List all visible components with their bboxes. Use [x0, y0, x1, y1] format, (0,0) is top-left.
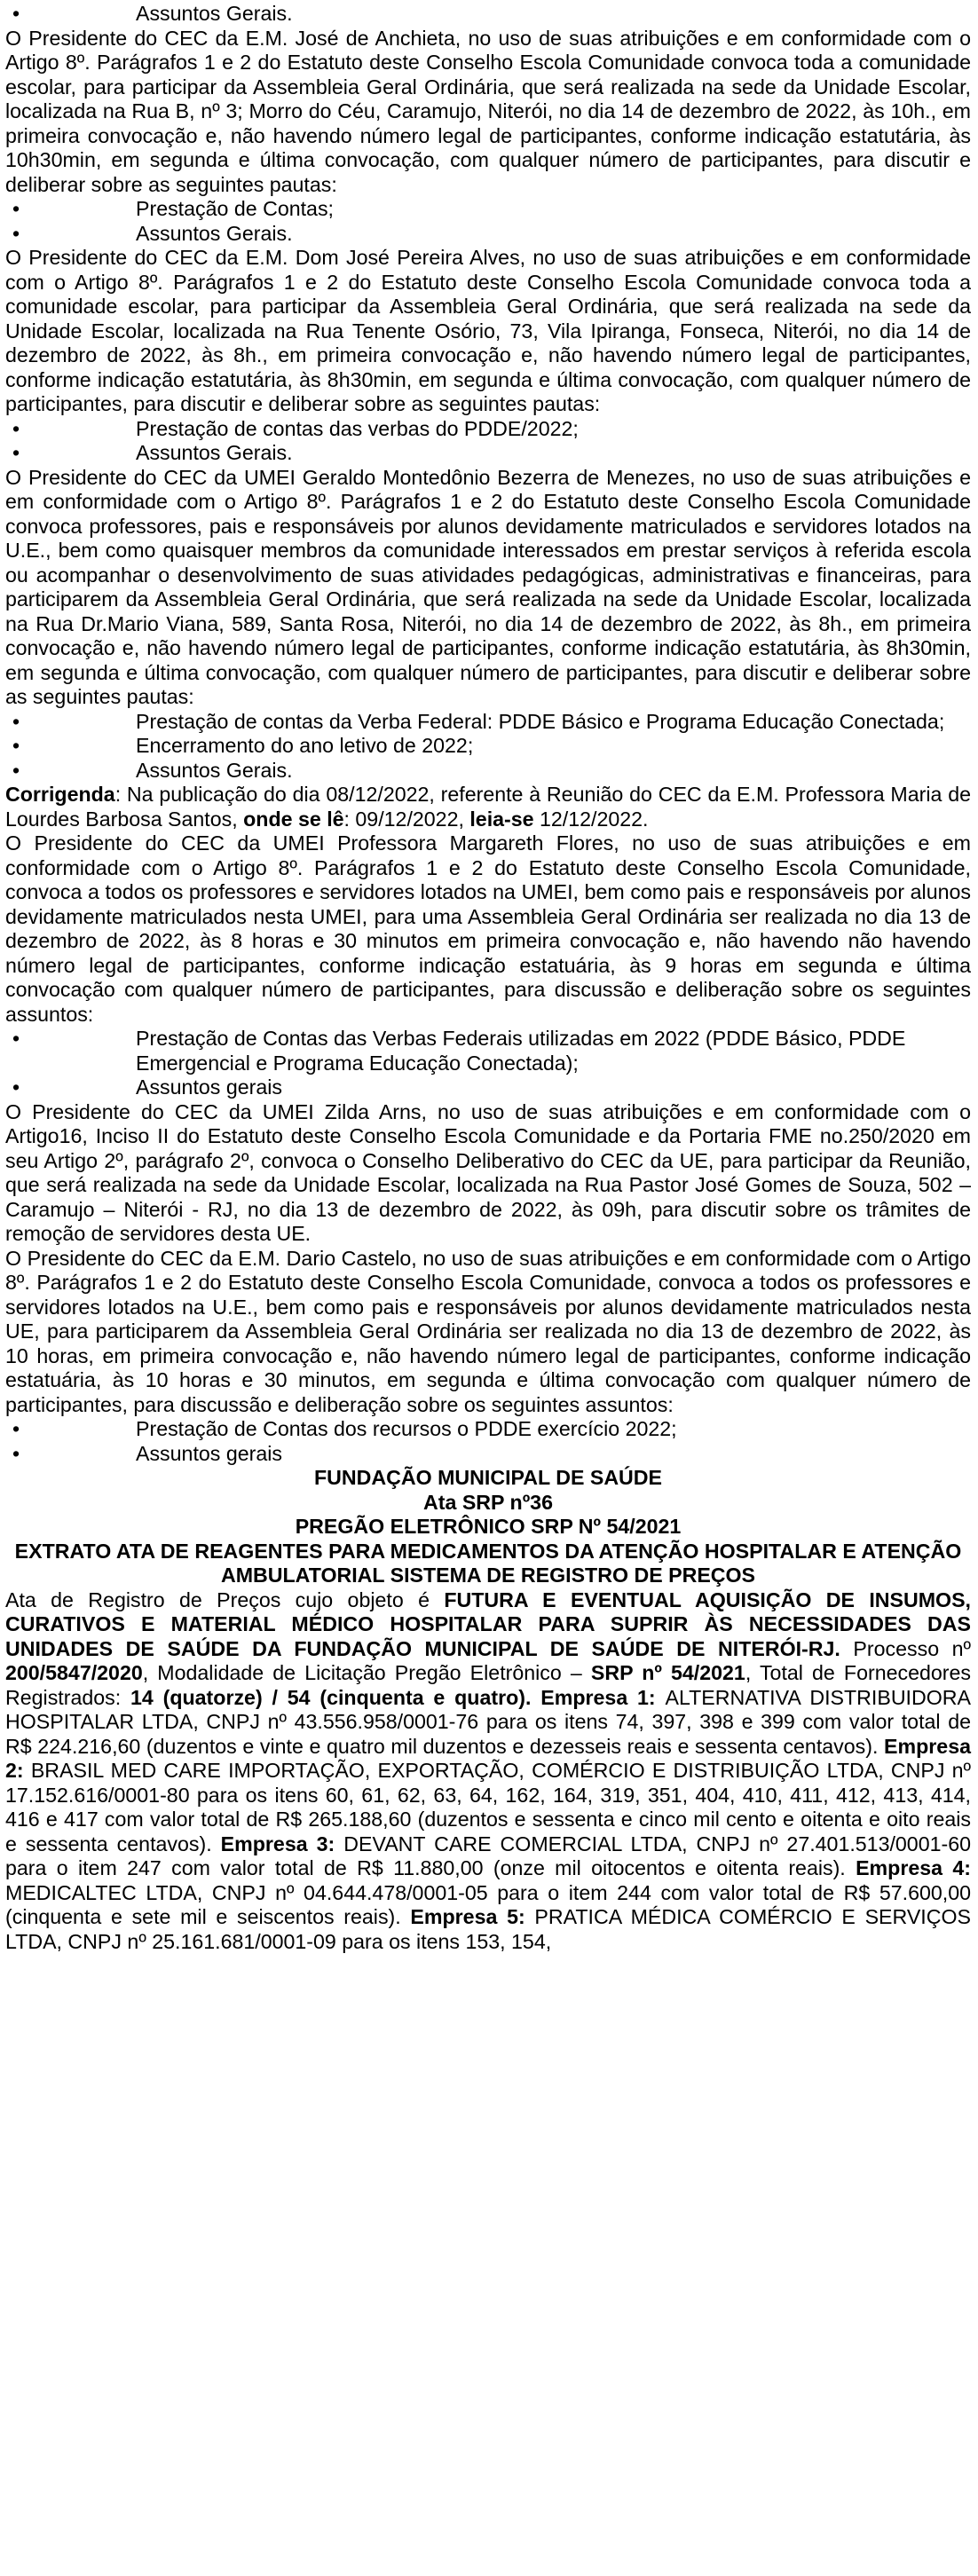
bullet-list	[5, 197, 971, 246]
notice-paragraph: O Presidente do CEC da E.M. Dario Castelo, no uso de suas atribuições e em conformidade com o Artigo 8º. Parágrafos 1 e 2 do Estatuto deste Conselho Escola Comunidade, convoca a todos os professores e servidores lotados na U.E., bem como pais e responsáveis por alunos devidamente matriculados nesta UE, para participarem da Assembleia Geral Ordinária ser realizada no dia 13 de dezembro de 2022, às 10 horas, em primeira convocação e, não havendo número legal de participantes, conforme indicação estatuária, às 10 horas e 30 minutos, em segunda e última convocação com qualquer número de participantes, para discussão e deliberação sobre os seguintes assuntos:	[5, 1246, 971, 1416]
bullet-list	[5, 417, 971, 466]
extract-text: Ata de Registro de Preços cujo objeto é	[5, 1587, 445, 1611]
list-item: • Assuntos gerais	[5, 1075, 971, 1100]
corrigenda-text: : 09/12/2022,	[343, 807, 470, 831]
extract-suppliers: 14 (quatorze) / 54 (cinquenta e quatro).	[130, 1685, 532, 1709]
list-item: • Assuntos Gerais.	[5, 441, 971, 466]
company-text: ALTERNATIVA DISTRIBUIDORA HOSPITALAR LTDA, CNPJ nº 43.556.958/0001-76 para os itens 74, 397, 398 e 399 com valor total de R$ 224.216,60 (duzentos e vinte e quatro mil duzentos e dezesseis reais e sessenta centavos).	[5, 1685, 971, 1758]
list-item: • Assuntos Gerais.	[5, 759, 971, 784]
section-subheading: Ata SRP nº36	[423, 1490, 553, 1514]
company-label: Empresa 1:	[531, 1685, 666, 1709]
list-item: • Prestação de Contas dos recursos o PDDE exercício 2022;	[5, 1417, 971, 1442]
list-item: • Prestação de Contas;	[5, 197, 971, 222]
extract-srp: SRP nº 54/2021	[590, 1661, 745, 1684]
list-item: • Encerramento do ano letivo de 2022;	[5, 734, 971, 759]
corrigenda-onde: onde se lê	[243, 807, 344, 831]
corrigenda-paragraph	[5, 783, 971, 831]
bullet-list	[5, 2, 971, 27]
company-text: BRASIL MED CARE IMPORTAÇÃO, EXPORTAÇÃO, COMÉRCIO E DISTRIBUIÇÃO LTDA, CNPJ nº 17.152.616/0001-80 para os itens 60, 61, 62, 63, 64, 162, 164, 319, 351, 404, 410, 411, 412, 413, 414, 416 e 417 com valor total de R$ 265.188,60 (duzentos e sessenta e cinco mil cento e oitenta e oito reais e sessenta centavos).	[5, 1759, 971, 1855]
notice-paragraph: O Presidente do CEC da UMEI Professora Margareth Flores, no uso de suas atribuições e em conformidade com o Artigo 8º. Parágrafos 1 e 2 do Estatuto deste Conselho Escola Comunidade, convoca a todos os professores e servidores lotados na UMEI, bem como pais e responsáveis por alunos devidamente matriculados nesta UMEI, para uma Assembleia Geral Ordinária ser realizada no dia 13 de dezembro de 2022, às 8 horas e 30 minutos em primeira convocação e, não havendo não havendo número legal de participantes, conforme indicação estatuária, às 9 horas em segunda e última convocação com qualquer número de participantes, para discussão e deliberação sobre os seguintes assuntos:	[5, 831, 971, 1026]
bullet-list	[5, 710, 971, 784]
section-subheading: EXTRATO ATA DE REAGENTES PARA MEDICAMENTOS DA ATENÇÃO HOSPITALAR E ATENÇÃO AMBULATORIAL SISTEMA DE REGISTRO DE PREÇOS	[14, 1539, 962, 1587]
notice-paragraph: O Presidente do CEC da UMEI Geraldo Montedônio Bezerra de Menezes, no uso de suas atribuições e em conformidade com o Artigo 8º. Parágrafos 1 e 2 do Estatuto deste Conselho Escola Comunidade convoca professores, pais e responsáveis por alunos devidamente matriculados e servidores lotados na U.E., bem como quaisquer membros da comunidade interessados em prestar serviços à referida escola ou acompanhar o desenvolvimento de suas atividades pedagógicas, administrativas e financeiras, para participarem da Assembleia Geral Ordinária, que será realizada na sede da Unidade Escolar, localizada na Rua Dr.Mario Viana, 589, Santa Rosa, Niterói, no dia 14 de dezembro de 2022, às 8h., em primeira convocação e, não havendo número legal de participantes, conforme indicação estatutária, às 8h30min, em segunda e última convocação, com qualquer número de participantes, para discutir e deliberar sobre as seguintes pautas:	[5, 465, 971, 708]
company-label: Empresa 3:	[211, 1832, 344, 1855]
list-item: • Assuntos Gerais.	[5, 2, 971, 27]
section-heading: FUNDAÇÃO MUNICIPAL DE SAÚDE	[313, 1466, 663, 1489]
company-text: DEVANT CARE COMERCIAL LTDA, CNPJ nº 27.401.513/0001-60 para o item 247 com valor total de R$ 11.880,00 (onze mil oitocentos e oitenta reais).	[5, 1832, 972, 1879]
list-item: • Prestação de contas das verbas do PDDE/2022;	[5, 417, 971, 442]
list-item: • Prestação de contas da Verba Federal: PDDE Básico e Programa Educação Conectada;	[5, 710, 971, 735]
list-item: • Assuntos Gerais.	[5, 222, 971, 247]
extract-text: Processo nº	[840, 1636, 972, 1660]
company-text: PRATICA MÉDICA COMÉRCIO E SERVIÇOS LTDA, CNPJ nº 25.161.681/0001-09 para os itens 153, 154,	[5, 1905, 971, 1953]
bullet-list	[5, 1417, 971, 1466]
section-subheading: PREGÃO ELETRÔNICO SRP Nº 54/2021	[295, 1515, 682, 1538]
company-label: Empresa 2:	[5, 1734, 971, 1782]
company-label: Empresa 4:	[845, 1856, 971, 1879]
notice-paragraph: O Presidente do CEC da E.M. Dom José Pereira Alves, no uso de suas atribuições e em conformidade com o Artigo 8º. Parágrafos 1 e 2 do Estatuto deste Conselho Escola Comunidade convoca toda a comunidade escolar, para participar da Assembleia Geral Ordinária, que será realizada na sede da Unidade Escolar, localizada na Rua Tenente Osório, 73, Vila Ipiranga, Fonseca, Niterói, no dia 14 de dezembro de 2022, às 8h., em primeira convocação e, não havendo número legal de participantes, conforme indicação estatutária, às 8h30min, em segunda e última convocação, com qualquer número de participantes, para discutir e deliberar sobre as seguintes pautas:	[5, 246, 971, 415]
list-item: • Assuntos gerais	[5, 1442, 971, 1467]
extract-paragraph	[5, 1588, 971, 1955]
corrigenda-leia: leia-se	[469, 807, 534, 831]
corrigenda-label: Corrigenda	[5, 783, 115, 806]
extract-text: , Total de Fornecedores Registrados:	[5, 1661, 972, 1709]
notice-paragraph: O Presidente do CEC da E.M. José de Anchieta, no uso de suas atribuições e em conformidade com o Artigo 8º. Parágrafos 1 e 2 do Estatuto deste Conselho Escola Comunidade convoca toda a comunidade escolar, para participar da Assembleia Geral Ordinária, que será realizada na sede da Unidade Escolar, localizada na Rua B, nº 3; Morro do Céu, Caramujo, Niterói, no dia 14 de dezembro de 2022, às 10h., em primeira convocação e, não havendo número legal de participantes, conforme indicação estatutária, às 10h30min, em segunda e última convocação, com qualquer número de participantes, para discutir e deliberar sobre as seguintes pautas:	[5, 26, 971, 196]
list-item: • Prestação de Contas das Verbas Federais utilizadas em 2022 (PDDE Básico, PDDE Emergencial e Programa Educação Conectada);	[5, 1027, 971, 1075]
extract-object: FUTURA E EVENTUAL AQUISIÇÃO DE INSUMOS, CURATIVOS E MATERIAL MÉDICO HOSPITALAR PARA SUPRIR ÀS NECESSIDADES DAS UNIDADES DE SAÚDE DA FUNDAÇÃO MUNICIPAL DE SAÚDE DE NITERÓI-RJ.	[5, 1587, 971, 1660]
extract-text: , Modalidade de Licitação Pregão Eletrônico –	[142, 1661, 591, 1684]
notice-paragraph: O Presidente do CEC da UMEI Zilda Arns, no uso de suas atribuições e em conformidade com o Artigo16, Inciso II do Estatuto deste Conselho Escola Comunidade e da Portaria FME no.250/2020 em seu Artigo 2º, parágrafo 2º, convoca o Conselho Deliberativo do CEC da UE, para participar da Reunião, que será realizada na sede da Unidade Escolar, localizada na Rua Pastor José Gomes de Souza, 502 – Caramujo – Niterói - RJ, no dia 13 de dezembro de 2022, às 09h, para discutir sobre os trâmites de remoção de servidores desta UE.	[5, 1099, 971, 1245]
corrigenda-text: 12/12/2022.	[533, 807, 649, 831]
company-label: Empresa 5:	[400, 1905, 535, 1928]
corrigenda-text: : Na publicação do dia 08/12/2022, referente à Reunião do CEC da E.M. Professora Maria de Lourdes Barbosa Santos,	[5, 783, 971, 831]
extract-process: 200/5847/2020	[5, 1661, 143, 1684]
company-text: MEDICALTEC LTDA, CNPJ nº 04.644.478/0001-05 para o item 244 com valor total de R$ 57.600,00 (cinquenta e sete mil e seiscentos reais).	[5, 1880, 971, 1928]
bullet-list	[5, 1027, 971, 1100]
